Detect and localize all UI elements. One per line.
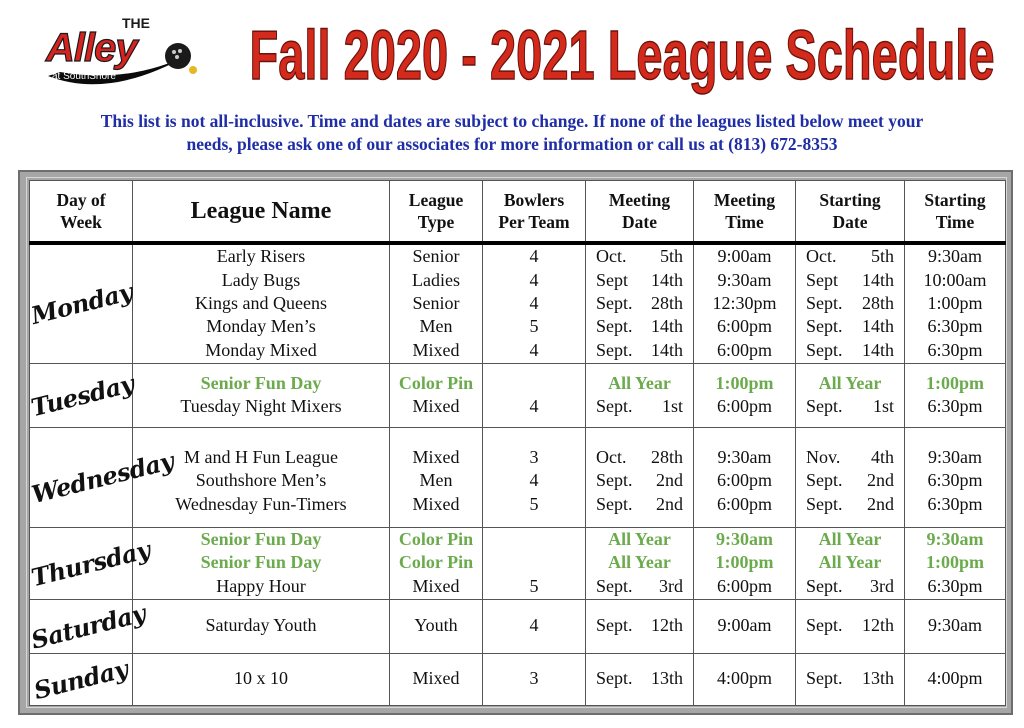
day-label-sunday <box>30 653 133 705</box>
table-row: All Year <box>608 372 671 393</box>
logo-southshore: at SouthShore <box>52 71 116 82</box>
starting-day: 14th <box>861 339 894 360</box>
table-row: 4:00pm <box>927 668 983 689</box>
table-row: Saturday Youth <box>205 615 317 636</box>
table-row <box>796 667 904 690</box>
table-row <box>483 528 585 551</box>
cell-bowlers <box>483 599 586 653</box>
meeting-month: Sept. <box>596 575 633 596</box>
meeting-month: Oct. <box>596 446 627 467</box>
svg-text:Fall 2020 - 2021 League Schedu: Fall 2020 - 2021 League Schedule <box>249 16 995 94</box>
table-row <box>796 469 904 492</box>
day-label-monday <box>28 243 136 363</box>
starting-month: Oct. <box>806 246 837 267</box>
cell-name <box>133 599 390 653</box>
cell-sdate <box>796 243 905 363</box>
starting-day: 3rd <box>870 575 894 596</box>
header-meeting-date: Meeting Date <box>586 181 694 244</box>
table-row: M and H Fun League <box>184 446 338 467</box>
cell-stime <box>905 599 1006 653</box>
header-league-type: League Type <box>390 181 483 244</box>
table-row <box>586 446 693 469</box>
table-row: 4 <box>529 396 539 416</box>
table-row: 12:30pm <box>712 293 777 314</box>
table-row: 9:30am <box>717 269 772 290</box>
table-row <box>586 667 693 690</box>
cell-bowlers <box>483 527 586 599</box>
table-row: Senior Fun Day <box>200 372 322 393</box>
meeting-month: Sept. <box>596 396 633 416</box>
cell-sdate <box>796 427 905 527</box>
starting-day: 12th <box>861 615 894 636</box>
cell-bowlers <box>483 363 586 427</box>
cell-bowlers <box>483 243 586 363</box>
meeting-day: 5th <box>659 246 683 267</box>
table-row: Mixed <box>412 446 460 467</box>
cell-stime <box>905 527 1006 599</box>
meeting-month: Oct. <box>596 246 627 267</box>
cell-mdate <box>586 427 694 527</box>
meeting-day: 14th <box>650 339 683 360</box>
table-row: 9:30am <box>928 246 982 267</box>
table-row: 6:00pm <box>716 493 772 514</box>
table-row: Tuesday Night Mixers <box>180 396 342 416</box>
table-row: 3 <box>529 446 539 467</box>
day-label-thursday <box>28 527 153 599</box>
logo-the: THE <box>122 15 150 31</box>
starting-month: Sept. <box>806 470 843 491</box>
starting-day: 2nd <box>867 493 894 514</box>
table-row: 10:00am <box>923 269 987 290</box>
table-row: 6:30pm <box>927 575 983 596</box>
table-row: Kings and Queens <box>195 293 327 314</box>
table-row: Monday Mixed <box>205 339 317 360</box>
cell-mtime <box>694 363 796 427</box>
table-row: All Year <box>818 552 882 573</box>
table-row: All Year <box>608 528 671 549</box>
table-row: 1:00pm <box>715 552 774 573</box>
header-starting-date: Starting Date <box>796 181 905 244</box>
starting-day: 1st <box>872 396 894 416</box>
starting-month: Sept. <box>806 293 843 314</box>
table-row <box>796 269 904 292</box>
table-row <box>796 575 904 598</box>
starting-day: 13th <box>861 668 894 689</box>
table-row <box>586 339 693 362</box>
meeting-month: Sept. <box>596 470 633 491</box>
day-group-row <box>30 599 1006 653</box>
table-row: Mixed <box>412 396 460 416</box>
table-row: Happy Hour <box>216 575 306 596</box>
table-row: Ladies <box>412 269 460 290</box>
header-bowlers: Bowlers Per Team <box>483 181 586 244</box>
day-name: Wednesday <box>28 445 177 509</box>
cell-name <box>133 363 390 427</box>
notice-line-1: This list is not all-inclusive. Time and dates are subject to change. If none of the leagues listed below meet your <box>100 111 924 131</box>
cell-stime <box>905 427 1006 527</box>
table-row <box>796 315 904 338</box>
meeting-day: 14th <box>650 269 683 290</box>
meeting-day: 28th <box>650 293 683 314</box>
day-group-row <box>30 363 1006 427</box>
cell-mdate <box>586 243 694 363</box>
cell-mdate <box>586 653 694 705</box>
meeting-day: 14th <box>650 316 683 337</box>
table-row: 10 x 10 <box>234 668 288 689</box>
starting-month: Nov. <box>806 446 841 467</box>
table-row <box>586 269 693 292</box>
table-row: Mixed <box>412 339 460 360</box>
table-row: 4 <box>529 470 539 491</box>
starting-day: 14th <box>861 316 894 337</box>
table-row: 1:00pm <box>715 372 774 393</box>
table-row <box>796 292 904 315</box>
table-row: Wednesday Fun-Timers <box>175 493 347 514</box>
table-row: All Year <box>608 552 671 573</box>
day-name: Saturday <box>28 597 149 655</box>
notice-line-2: needs, please ask one of our associates for more information or call us at (813) 672-8353 <box>186 134 838 154</box>
table-row <box>586 245 693 268</box>
meeting-month: Sept. <box>596 293 633 314</box>
table-row: Youth <box>414 615 458 636</box>
starting-month: Sept. <box>806 615 843 636</box>
starting-day: 2nd <box>867 470 894 491</box>
table-row: Color Pin <box>398 552 474 573</box>
cell-mtime <box>694 653 796 705</box>
header-day: Day of Week <box>30 181 133 244</box>
table-row <box>586 575 693 598</box>
table-row <box>796 493 904 516</box>
starting-month: Sept <box>806 269 839 290</box>
header-row <box>30 181 1006 244</box>
table-row: Senior Fun Day <box>200 528 322 549</box>
table-row: 5 <box>529 316 539 337</box>
table-row <box>796 446 904 469</box>
meeting-day: 3rd <box>659 575 683 596</box>
table-row: Mixed <box>412 668 460 689</box>
table-row: Mixed <box>412 575 460 596</box>
cell-stime <box>905 363 1006 427</box>
table-row: 4 <box>529 246 539 267</box>
cell-type <box>390 243 483 363</box>
cell-sdate <box>796 527 905 599</box>
cell-type <box>390 653 483 705</box>
day-name: Sunday <box>31 653 131 705</box>
logo-alley: Alley <box>46 26 137 70</box>
table-row: Senior <box>412 293 460 314</box>
table-row: 9:30am <box>926 528 984 549</box>
starting-day: 14th <box>861 269 894 290</box>
starting-month: Sept. <box>806 493 843 514</box>
day-group-row <box>30 243 1006 363</box>
cell-mtime <box>694 599 796 653</box>
cell-mtime <box>694 243 796 363</box>
starting-day: 5th <box>870 246 894 267</box>
cell-type <box>390 599 483 653</box>
day-name: Tuesday <box>28 368 137 422</box>
table-row <box>483 551 585 574</box>
table-row: 6:00pm <box>716 316 772 337</box>
notice-text <box>10 110 1014 156</box>
table-row: Lady Bugs <box>221 269 301 290</box>
table-row: 5 <box>529 575 539 596</box>
table-row: Senior Fun Day <box>200 552 322 573</box>
meeting-day: 2nd <box>656 470 683 491</box>
cell-name <box>133 653 390 705</box>
table-row: Color Pin <box>398 528 474 549</box>
table-row: Men <box>419 316 453 337</box>
table-row: Monday Men’s <box>206 316 316 337</box>
starting-month: Sept. <box>806 396 843 416</box>
table-row <box>586 614 693 637</box>
starting-month: Sept. <box>806 668 843 689</box>
table-row: 1:00pm <box>926 552 984 573</box>
cell-bowlers <box>483 653 586 705</box>
table-row: 4 <box>529 615 539 636</box>
table-row <box>586 493 693 516</box>
cell-mtime <box>694 427 796 527</box>
table-row: 9:00am <box>717 615 772 636</box>
table-row <box>796 245 904 268</box>
table-row: 3 <box>529 668 539 689</box>
table-row <box>586 395 693 418</box>
meeting-day: 12th <box>650 615 683 636</box>
table-row: 9:30am <box>928 446 982 467</box>
table-row: 6:30pm <box>927 396 983 416</box>
meeting-day: 13th <box>650 668 683 689</box>
day-group-row <box>30 653 1006 705</box>
day-label-tuesday <box>28 363 137 427</box>
table-row: Early Risers <box>216 246 306 267</box>
table-row <box>586 315 693 338</box>
cell-type <box>390 427 483 527</box>
alley-logo <box>40 14 200 96</box>
meeting-month: Sept. <box>596 668 633 689</box>
cell-sdate <box>796 599 905 653</box>
table-row <box>796 395 904 418</box>
page-title <box>222 4 1022 104</box>
meeting-day: 1st <box>661 396 683 416</box>
table-row: 5 <box>529 493 539 514</box>
cell-mdate <box>586 363 694 427</box>
starting-month: Sept. <box>806 316 843 337</box>
cell-mtime <box>694 527 796 599</box>
table-row: All Year <box>818 372 882 393</box>
table-row: 9:30am <box>928 615 982 636</box>
table-row: 6:00pm <box>716 470 772 491</box>
table-row: All Year <box>818 528 882 549</box>
table-row: 1:00pm <box>927 293 983 314</box>
cell-stime <box>905 243 1006 363</box>
table-row <box>796 614 904 637</box>
table-row: 4:00pm <box>716 668 772 689</box>
table-row <box>796 339 904 362</box>
table-row: 6:30pm <box>927 470 983 491</box>
table-row: 6:30pm <box>927 339 983 360</box>
day-group-row <box>30 527 1006 599</box>
cell-type <box>390 363 483 427</box>
table-row: Senior <box>412 246 460 267</box>
day-label-saturday <box>28 597 149 655</box>
table-row: Color Pin <box>398 372 474 393</box>
table-row: 9:00am <box>717 246 772 267</box>
meeting-month: Sept. <box>596 615 633 636</box>
table-row <box>586 292 693 315</box>
cell-sdate <box>796 653 905 705</box>
cell-name <box>133 527 390 599</box>
starting-day: 4th <box>870 446 894 467</box>
day-group-row <box>30 427 1006 527</box>
cell-type <box>390 527 483 599</box>
starting-day: 28th <box>861 293 894 314</box>
cell-bowlers <box>483 427 586 527</box>
table-row: 9:30am <box>717 446 772 467</box>
meeting-day: 2nd <box>656 493 683 514</box>
header-league-name: League Name <box>133 181 390 244</box>
table-row: 9:30am <box>716 528 773 549</box>
table-row: 6:00pm <box>716 396 772 416</box>
league-schedule-table <box>29 180 1006 706</box>
meeting-month: Sept. <box>596 316 633 337</box>
starting-month: Sept. <box>806 339 843 360</box>
table-row: Men <box>419 470 453 491</box>
cell-name <box>133 427 390 527</box>
table-row: 4 <box>529 339 539 360</box>
cell-mdate <box>586 599 694 653</box>
cell-mdate <box>586 527 694 599</box>
meeting-month: Sept. <box>596 493 633 514</box>
day-name: Monday <box>28 277 136 331</box>
cell-sdate <box>796 363 905 427</box>
table-row: 4 <box>529 293 539 314</box>
table-row: 1:00pm <box>926 372 984 393</box>
table-row <box>483 372 585 395</box>
table-row: Mixed <box>412 493 460 514</box>
table-row: 6:30pm <box>927 493 983 514</box>
day-label-wednesday <box>28 427 177 527</box>
table-row <box>586 469 693 492</box>
table-row: 6:00pm <box>716 575 772 596</box>
table-row: Southshore Men’s <box>195 470 327 491</box>
starting-month: Sept. <box>806 575 843 596</box>
table-row: 6:30pm <box>927 316 983 337</box>
header-meeting-time: Meeting Time <box>694 181 796 244</box>
table-row: 6:00pm <box>716 339 772 360</box>
meeting-month: Sept. <box>596 339 633 360</box>
meeting-month: Sept <box>596 269 629 290</box>
cell-name <box>133 243 390 363</box>
cell-stime <box>905 653 1006 705</box>
day-name: Thursday <box>28 534 153 592</box>
table-row: 4 <box>529 269 539 290</box>
meeting-day: 28th <box>650 446 683 467</box>
header-starting-time: Starting Time <box>905 181 1006 244</box>
